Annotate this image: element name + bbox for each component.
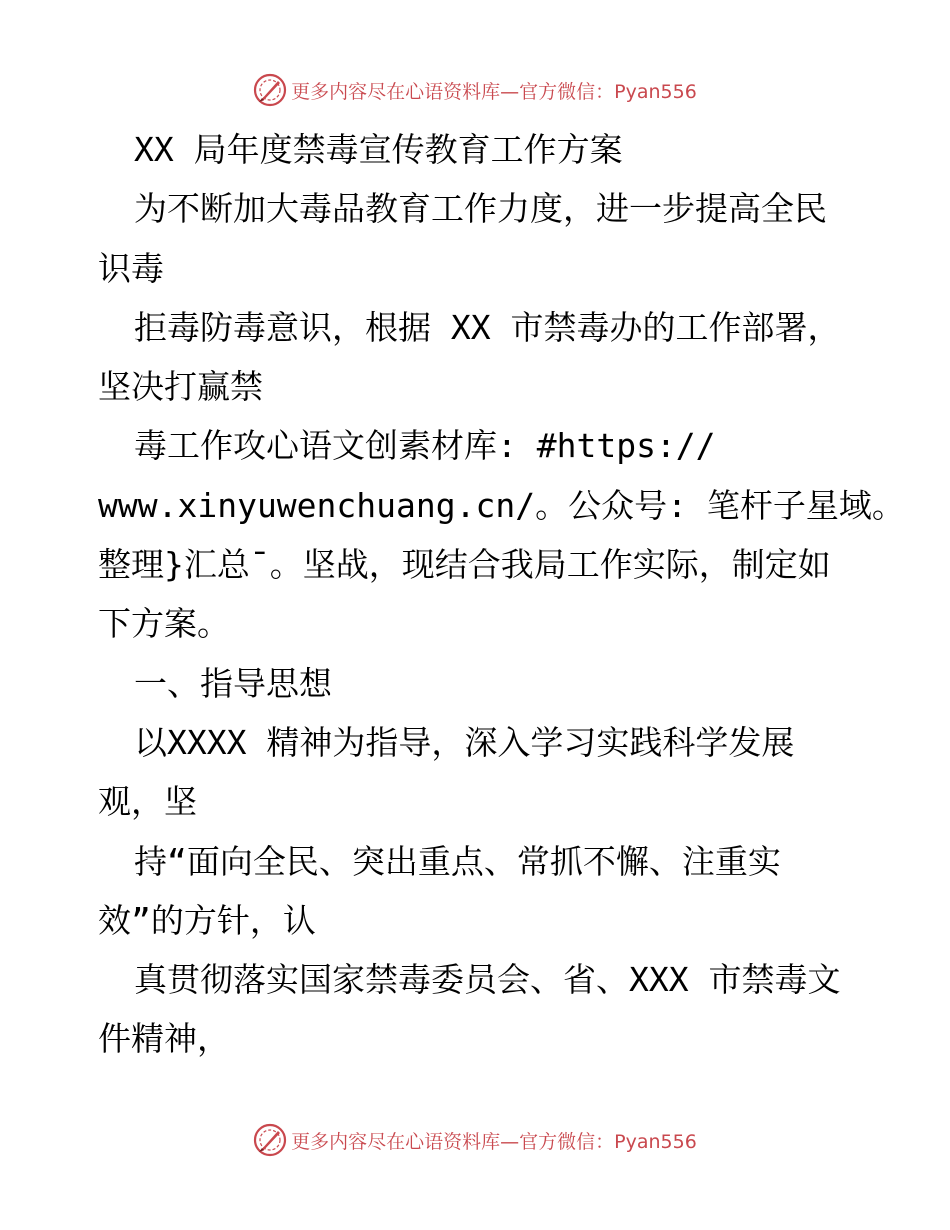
section-heading: 一、指导思想 — [134, 663, 332, 703]
quill-pen-logo-icon — [253, 73, 287, 107]
paragraph-line: 件精神， — [98, 1019, 230, 1059]
paragraph-line: 整理}汇总¯。坚战，现结合我局工作实际，制定如 — [98, 545, 831, 585]
banner-text: 更多内容尽在心语资料库—官方微信：Pyan556 — [291, 1130, 697, 1153]
footer-banner[interactable] — [0, 1120, 950, 1160]
paragraph-line: 为不断加大毒品教育工作力度，进一步提高全民 — [134, 189, 827, 229]
paragraph-line: 下方案。 — [98, 604, 230, 644]
header-banner[interactable] — [0, 70, 950, 110]
document-body — [98, 120, 905, 1069]
paragraph-line: 真贯彻落实国家禁毒委员会、省、XXX 市禁毒文 — [134, 960, 841, 1000]
banner-text: 更多内容尽在心语资料库—官方微信：Pyan556 — [291, 80, 697, 103]
paragraph-line: 观，坚 — [98, 782, 197, 822]
paragraph-line: 持“面向全民、突出重点、常抓不懈、注重实 — [134, 841, 781, 881]
paragraph-line: 毒工作攻心语文创素材库: #https:// — [134, 426, 716, 466]
paragraph-line: www.xinyuwenchuang.cn/。公众号: 笔杆子星域。 — [98, 485, 905, 525]
paragraph-line: 效”的方针，认 — [98, 900, 316, 940]
paragraph-line: 坚决打赢禁 — [98, 367, 263, 407]
paragraph-line: 识毒 — [98, 248, 164, 288]
quill-pen-logo-icon — [253, 1123, 287, 1157]
paragraph-line: 以XXXX 精神为指导，深入学习实践科学发展 — [134, 722, 795, 762]
paragraph-line: 拒毒防毒意识，根据 XX 市禁毒办的工作部署， — [134, 307, 841, 347]
document-title: XX 局年度禁毒宣传教育工作方案 — [134, 130, 623, 169]
